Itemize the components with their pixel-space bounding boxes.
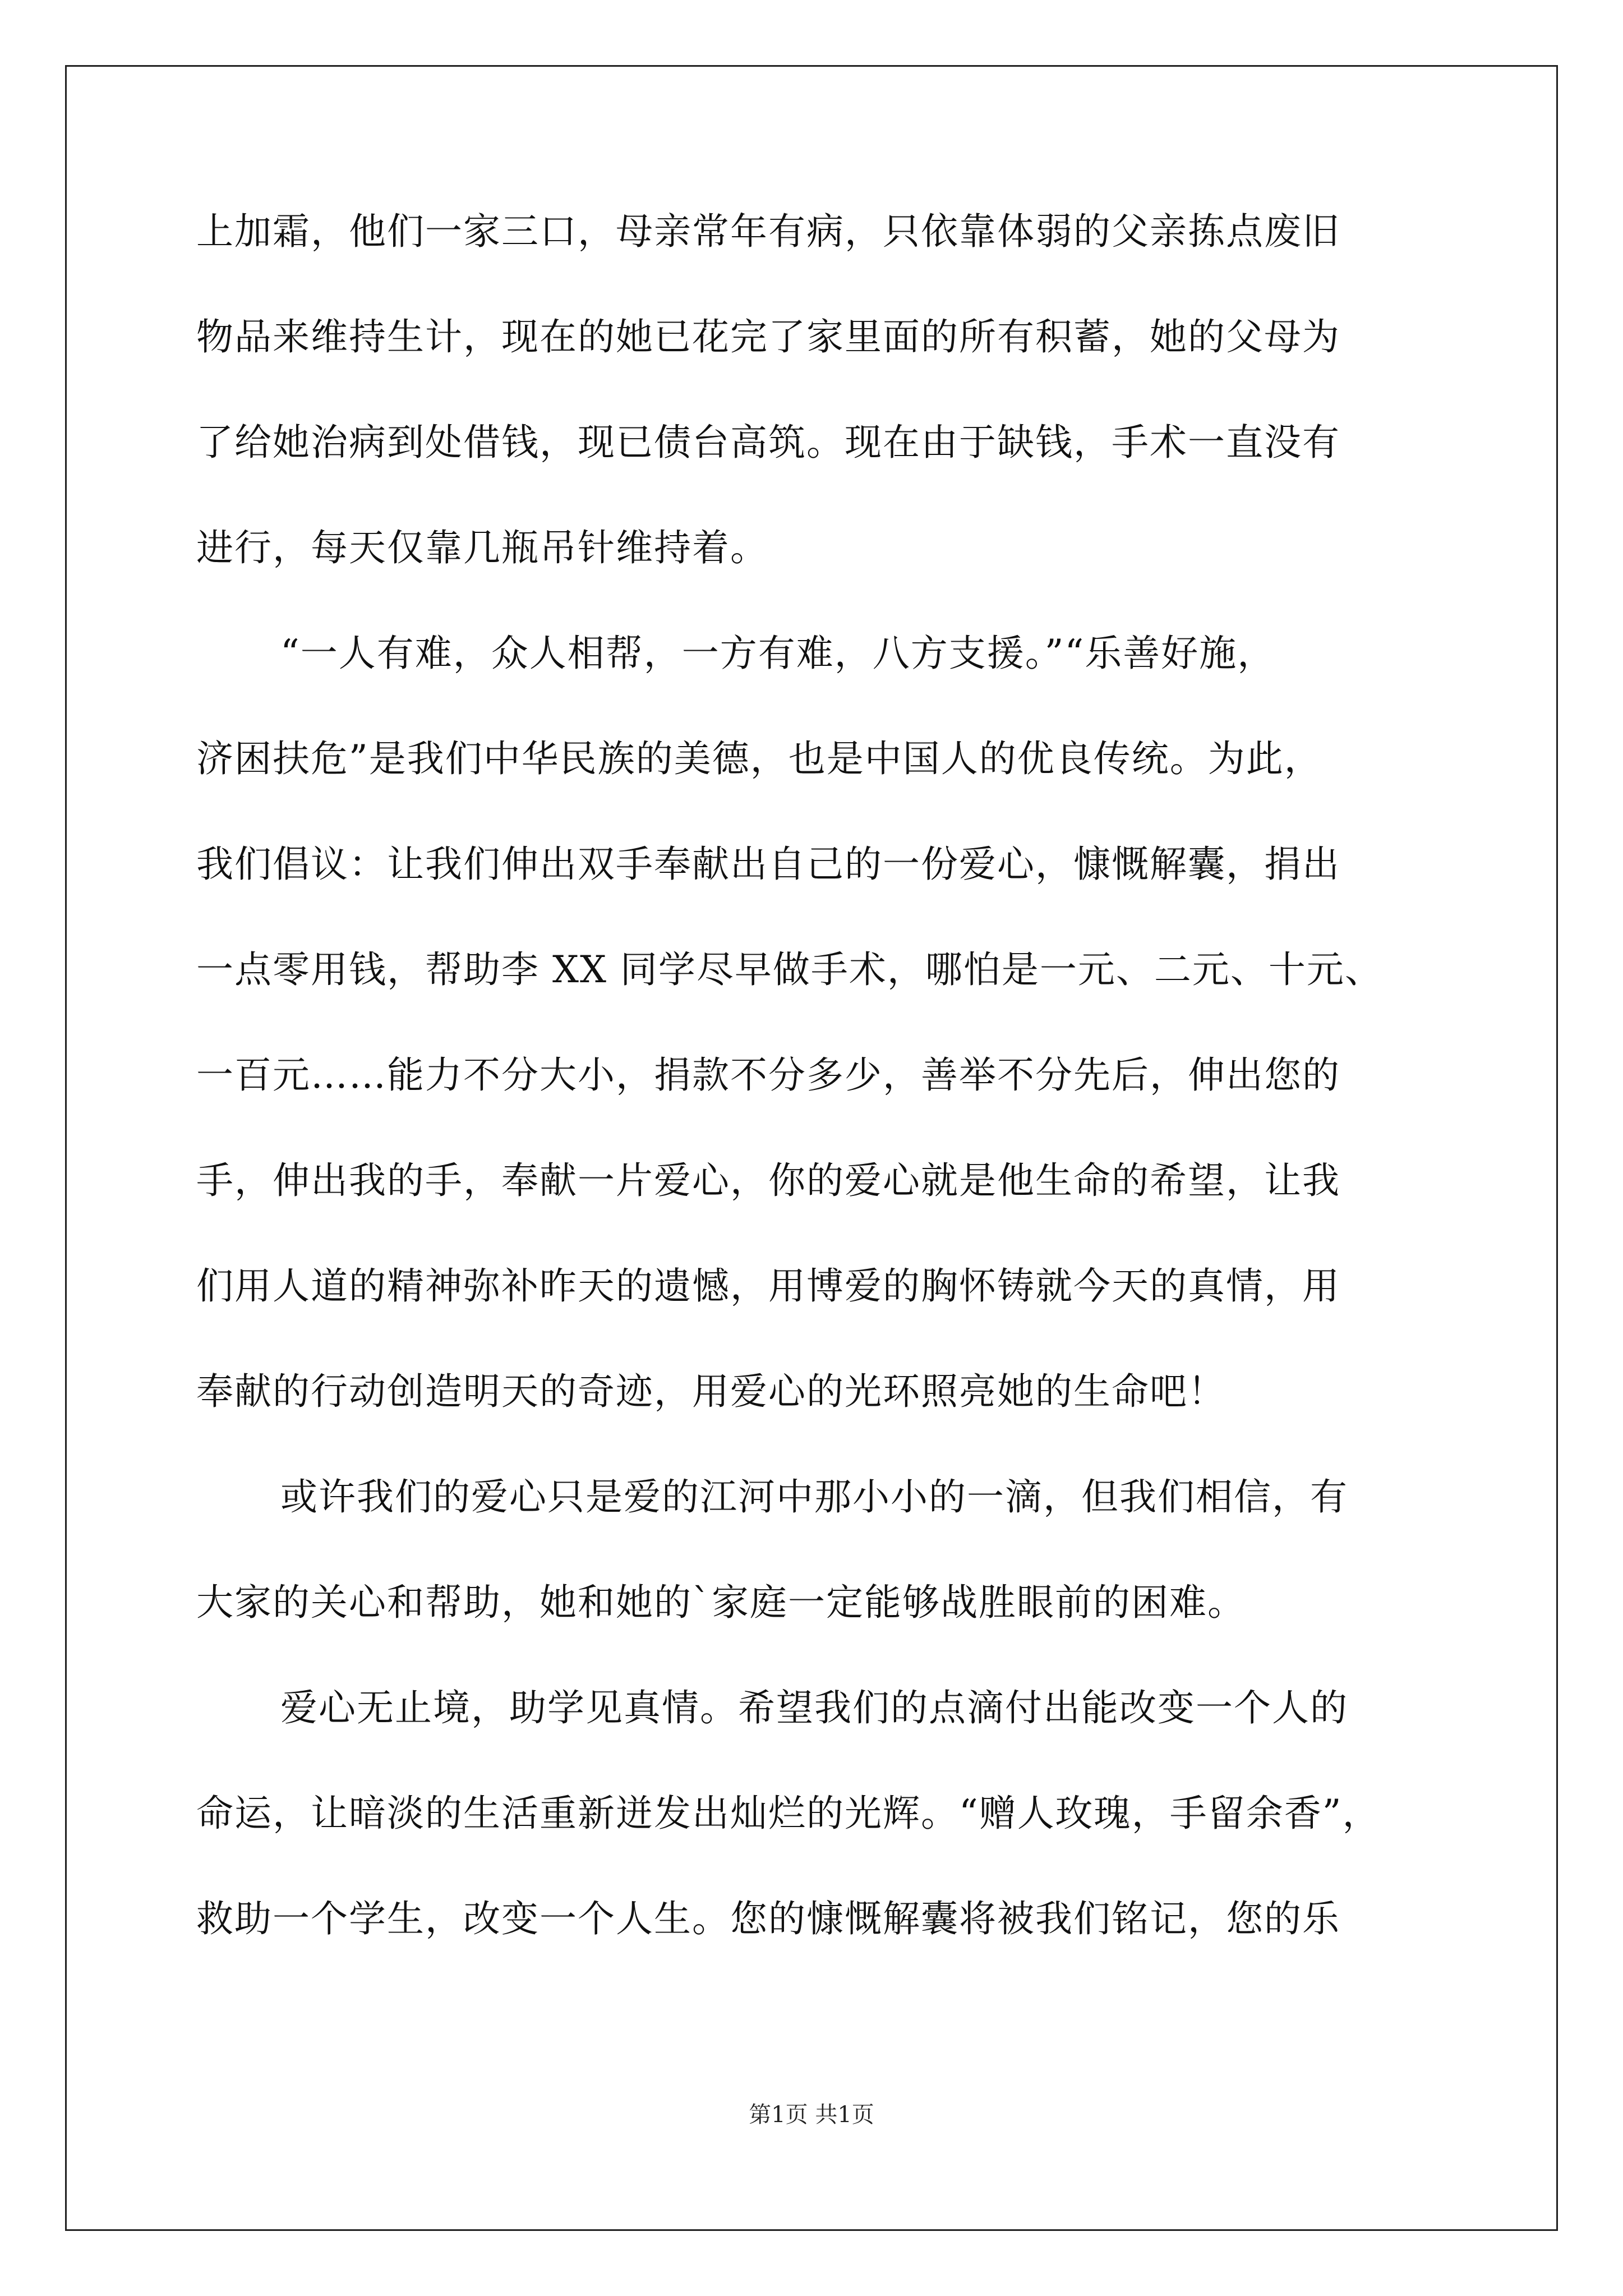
text-line: 一点零用钱，帮助李 XX 同学尽早做手术，哪怕是一元、二元、十元、	[196, 948, 1383, 991]
text-line: 手，伸出我的手，奉献一片爱心，你的爱心就是他生命的希望，让我	[196, 1159, 1340, 1202]
paragraph-first-line: 爱心无止境，助学见真情。希望我们的点滴付出能改变一个人的	[280, 1686, 1348, 1729]
page-number-footer: 第1页 共1页	[749, 2102, 874, 2128]
text-line: 大家的关心和帮助，她和她的`家庭一定能够战胜眼前的困难。	[196, 1581, 1246, 1624]
text-line: 了给她治病到处借钱，现已债台高筑。现在由于缺钱，手术一直没有	[196, 421, 1340, 464]
text-line: 们用人道的精神弥补昨天的遗憾，用博爱的胸怀铸就今天的真情，用	[196, 1264, 1340, 1308]
text-line: 济困扶危”是我们中华民族的美德，也是中国人的优良传统。为此，	[196, 737, 1322, 780]
paragraph-first-line: 或许我们的爱心只是爱的江河中那小小的一滴，但我们相信，有	[280, 1475, 1348, 1519]
text-line: 物品来维持生计，现在的她已花完了家里面的所有积蓄，她的父母为	[196, 315, 1340, 358]
text-line: 我们倡议：让我们伸出双手奉献出自己的一份爱心，慷慨解囊，捐出	[196, 843, 1340, 886]
text-line: 救助一个学生，改变一个人生。您的慷慨解囊将被我们铭记，您的乐	[196, 1897, 1340, 1940]
text-line: 奉献的行动创造明天的奇迹，用爱心的光环照亮她的生命吧！	[196, 1370, 1226, 1413]
text-line: 命运，让暗淡的生活重新迸发出灿烂的光辉。“赠人玫瑰，手留余香”，	[196, 1792, 1381, 1835]
text-line: 上加霜，他们一家三口，母亲常年有病，只依靠体弱的父亲拣点废旧	[196, 210, 1340, 253]
text-line: 进行，每天仅靠几瓶吊针维持着。	[196, 526, 768, 569]
text-line: 一百元……能力不分大小，捐款不分多少，善举不分先后，伸出您的	[196, 1053, 1340, 1097]
paragraph-first-line: “一人有难，众人相帮，一方有难，八方支援。”“乐善好施，	[280, 632, 1276, 675]
